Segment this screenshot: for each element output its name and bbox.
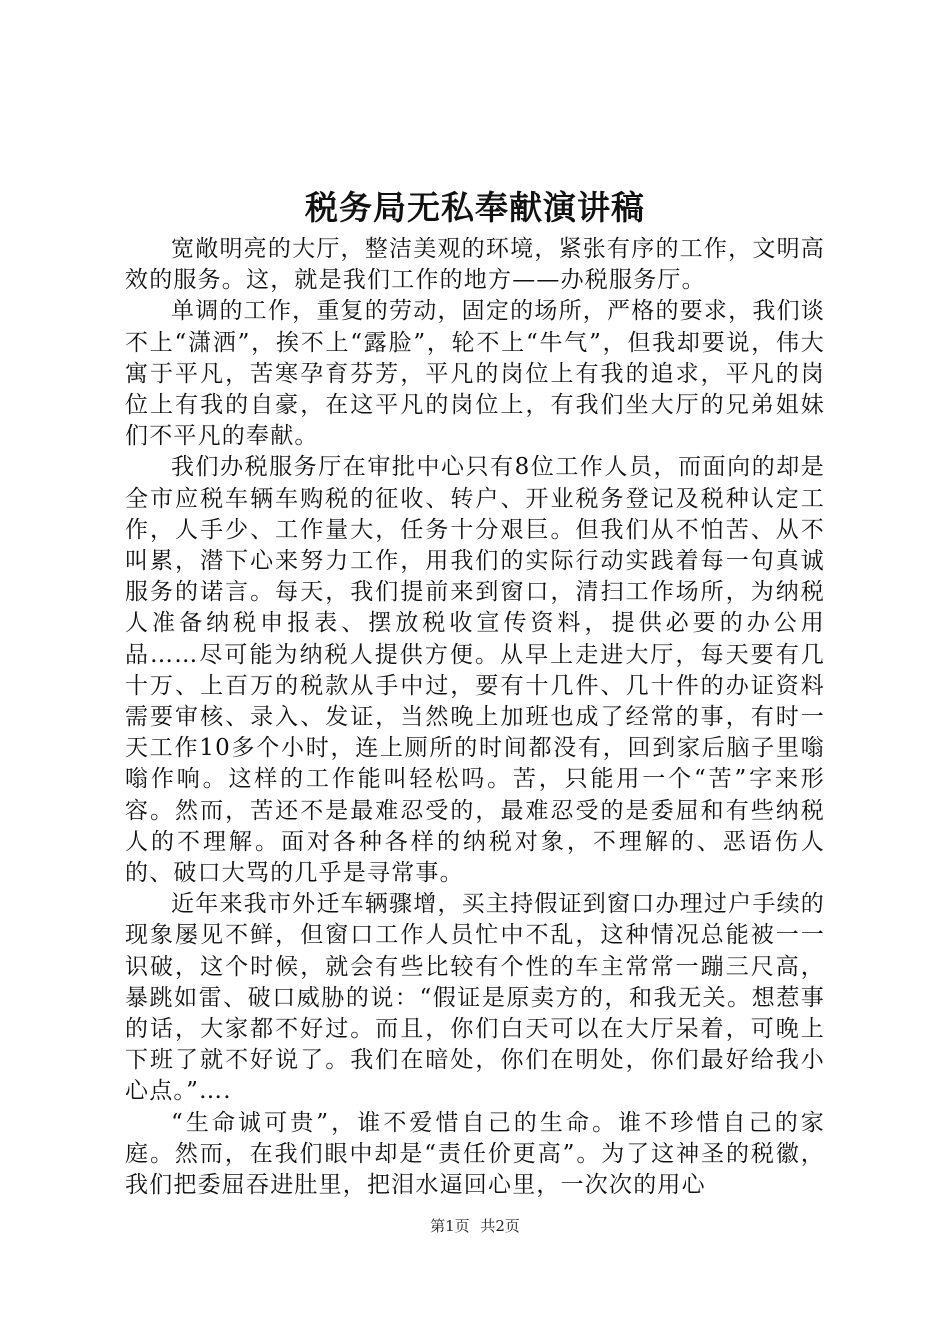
page-number-total: 共2页 xyxy=(480,1217,520,1235)
body-paragraph-1: 宽敞明亮的大厅，整洁美观的环境，紧张有序的工作，文明高效的服务。这，就是我们工作的地方——办税服务厅。 xyxy=(125,236,825,294)
body-paragraph-2: 单调的工作，重复的劳动，固定的场所，严格的要求，我们谈不上“潇洒”，挨不上“露脸”，轮不上“牛气”，但我却要说，伟大寓于平凡，苦寒孕育芬芳，平凡的岗位上有我的追求，平凡的岗位上有我的自豪，在这平凡的岗位上，有我们坐大厅的兄弟姐妹们不平凡的奉献。 xyxy=(125,298,825,450)
body-paragraph-3: 我们办税服务厅在审批中心只有8位工作人员，而面向的却是全市应税车辆车购税的征收、转户、开业税务登记及税种认定工作，人手少、工作量大，任务十分艰巨。但我们从不怕苦、从不叫累，潜下心来努力工作，用我们的实际行动实践着每一句真诚服务的诺言。每天，我们提前来到窗口，清扫工作场所，为纳税人准备纳税申报表、摆放税收宣传资料，提供必要的办公用品……尽可能为纳税人提供方便。从早上走进大厅，每天要有几十万、上百万的税款从手中过，要有十几件、几十件的办证资料需要审核、录入、发证，当然晚上加班也成了经常的事，有时一天工作10多个小时，连上厕所的时间都没有，回到家后脑子里嗡嗡作响。这样的工作能叫轻松吗。苦，只能用一个“苦”字来形容。然而，苦还不是最难忍受的，最难忍受的是委屈和有些纳税人的不理解。面对各种各样的纳税对象，不理解的、恶语伤人的、破口大骂的几乎是寻常事。 xyxy=(125,454,825,887)
page-footer xyxy=(0,1215,950,1237)
document-title: 税务局无私奉献演讲稿 xyxy=(305,188,645,227)
body-paragraph-5: “生命诚可贵”，谁不爱惜自己的生命。谁不珍惜自己的家庭。然而，在我们眼中却是“责任价更高”。为了这神圣的税徽，我们把委屈吞进肚里，把泪水逼回心里，一次次的用心 xyxy=(125,1109,825,1199)
page-number-current: 第1页 xyxy=(430,1217,470,1235)
document-body xyxy=(125,234,825,1201)
body-paragraph-4: 近年来我市外迁车辆骤增，买主持假证到窗口办理过户手续的现象屡见不鲜，但窗口工作人员忙中不乱，这种情况总能被一一识破，这个时候，就会有些比较有个性的车主常常一蹦三尺高，暴跳如雷、破口威胁的说：“假证是原卖方的，和我无关。想惹事的话，大家都不好过。而且，你们白天可以在大厅呆着，可晚上下班了就不好说了。我们在暗处，你们在明处，你们最好给我小心点。”…. xyxy=(125,891,825,1105)
